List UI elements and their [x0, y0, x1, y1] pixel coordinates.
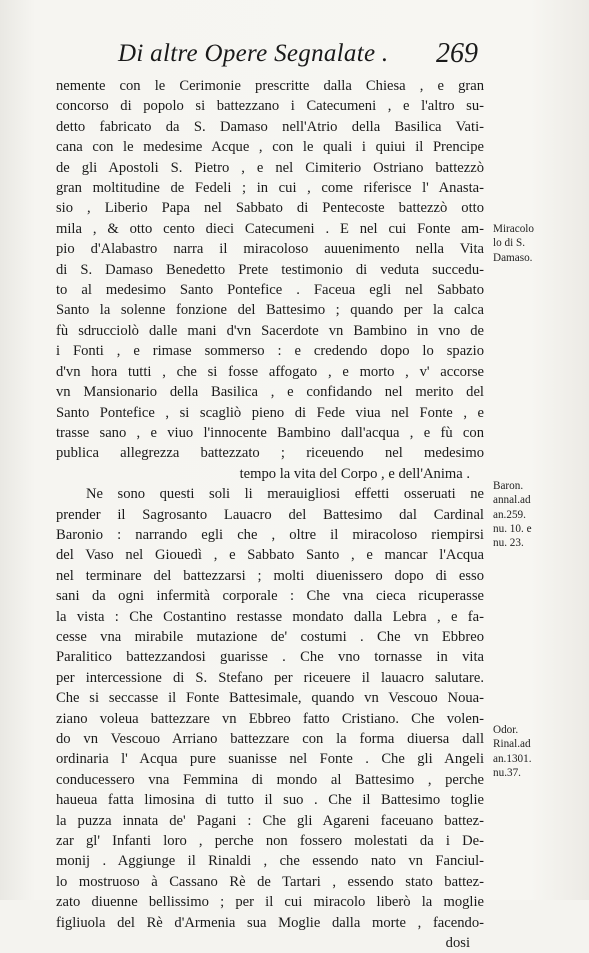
margin-note-line: Miracolo — [493, 223, 535, 235]
text-line: nemente con le Cerimonie prescritte dalla Chiesa , e gran — [56, 78, 484, 94]
text-line: cana con le medesime Acque , con le quali i quiui il Prencipe — [56, 139, 484, 156]
margin-note-line: nu. 10. e — [493, 522, 532, 535]
margin-note-line: annal.ad — [493, 494, 531, 507]
text-line: mila , & otto cento dieci Catecumeni . E nel cui Fonte am- — [56, 220, 484, 237]
text-line: cesse vna mirabile mutazione de' costumi . Che vn Ebbreo — [56, 628, 484, 645]
text-line: Che si seccasse il Fonte Battesimale, quando vn Vescouo Noua- — [56, 690, 484, 707]
margin-note-line: Baron. — [493, 480, 524, 492]
text-line: nel terminare del battezzarsi ; molti diuenissero dopo di esso — [56, 567, 484, 584]
text-line: zar gl' Infanti loro , perche non fossero molestati da i De- — [56, 833, 484, 850]
margin-note-line: an.259. — [493, 508, 526, 521]
text-line: Santo Pontefice , si scagliò pieno di Fede viua nel Fonte , e — [56, 404, 484, 421]
text-line: gran moltitudine de Fedeli ; in cui , come riferisce l' Anasta- — [56, 180, 484, 197]
text-line: concorso di popolo si battezzano i Catecumeni , e l'altro su- — [56, 98, 484, 115]
text-line: Santo la solenne fonzione del Battesimo ; quando per la calca — [56, 302, 484, 319]
text-line: Paralitico battezzandosi guarisse . Che vno tornasse in vita — [56, 649, 484, 666]
text-line: fù sdrucciolò dalle mani d'vn Sacerdote vn Bambino in vno de — [56, 322, 484, 339]
text-line: detto fabricato da S. Damaso nell'Atrio della Basilica Vati- — [56, 118, 484, 135]
running-title: Di altre Opere Segnalate . — [118, 40, 389, 67]
text-line: monij . Aggiunge il Rinaldi , che essendo nato vn Fanciul- — [56, 853, 484, 870]
text-line: Baronio : narrando egli che , oltre il miracoloso riempirsi — [56, 526, 484, 543]
margin-note-line: an.1301. — [493, 752, 532, 765]
text-line: lo mostruoso à Cassano Rè de Tartari , essendo stato battez- — [56, 873, 484, 890]
text-line: sani da ogni infermità corporale : Che vna cieca ricuperasse — [56, 588, 484, 605]
text-line: pio d'Alabastro narra il miracoloso auuenimento nella Vita — [56, 241, 484, 258]
text-line: ziano voleua battezzare vn Ebbreo fatto Cristiano. Che volen- — [56, 710, 484, 727]
text-line: di S. Damaso Benedetto Prete testimonio di veduta succedu- — [56, 261, 484, 278]
text-line: do vn Vescouo Arriano battezzare con la forma diuersa dall — [56, 731, 484, 747]
text-line: de gli Apostoli S. Pietro , e nel Cimiterio Ostriano battezzò — [56, 159, 484, 176]
margin-note-line: nu.37. — [493, 766, 521, 779]
text-line: la puzza innata de' Pagani : Che gli Agareni faceuano battez- — [56, 812, 484, 829]
margin-note-line: lo di S. — [493, 237, 526, 250]
text-line: Ne sono questi soli li merauigliosi effetti osseruati ne — [86, 486, 484, 503]
body-text — [56, 76, 484, 953]
text-line: publica allegrezza battezzato ; riceuendo nel medesimo — [56, 445, 484, 462]
margin-note-line: Damaso. — [493, 251, 533, 264]
margin-note-line: Odor. — [493, 724, 519, 736]
text-line: prender il Sagrosanto Lauacro del Battesimo dal Cardinal — [56, 506, 484, 523]
text-line: per intercessione di S. Stefano per riceuere il lauacro salutare. — [56, 669, 484, 686]
margin-note-line: nu. 23. — [493, 537, 524, 550]
text-line: vn Mansionario della Basilica , e confidando nel merito del — [56, 384, 484, 401]
text-line: trasse sano , e viuo l'innocente Bambino dall'acqua , e fù con — [56, 424, 484, 441]
text-line: del Vaso nel Giouedì , e Sabbato Santo , e mancar l'Acqua — [56, 547, 484, 564]
text-line: conducessero vna Femmina di mondo al Battesimo , perche — [56, 771, 484, 788]
text-line: la vista : Che Costantino restasse mondato dalla Lebra , e fa- — [56, 608, 484, 625]
margin-note-line: Rinal.ad — [493, 738, 531, 751]
text-line: haueua fatta limosina di tutto il suo . Che il Battesimo toglie — [56, 792, 484, 809]
text-line: zato diuenne bellissimo ; per il cui miracolo liberò la moglie — [56, 894, 484, 911]
text-line: i Fonti , e rimase sommerso : e credendo dopo lo spazio — [56, 343, 484, 360]
catchword: dosi — [445, 935, 470, 952]
margin-note-miracle — [493, 222, 549, 265]
text-line: ordinaria l' Acqua pure suanisse nel Fonte . Che gli Angeli — [56, 751, 484, 768]
text-line: d'vn hora tutti , che si fosse affogato , e morto , v' accorse — [56, 363, 484, 380]
page-number: 269 — [436, 38, 478, 69]
text-line: sio , Liberio Papa nel Sabbato di Pentecoste battezzò otto — [56, 200, 484, 217]
margin-note-rinaldi — [493, 723, 549, 780]
text-line: tempo la vita del Corpo , e dell'Anima . — [239, 465, 470, 482]
margin-note-baronio — [493, 479, 549, 550]
text-line: figliuola del Rè d'Armenia sua Moglie dalla morte , facendo- — [56, 914, 484, 931]
text-line: to al medesimo Santo Pontefice . Faceua egli nel Sabbato — [56, 282, 484, 299]
page-header — [118, 40, 478, 74]
